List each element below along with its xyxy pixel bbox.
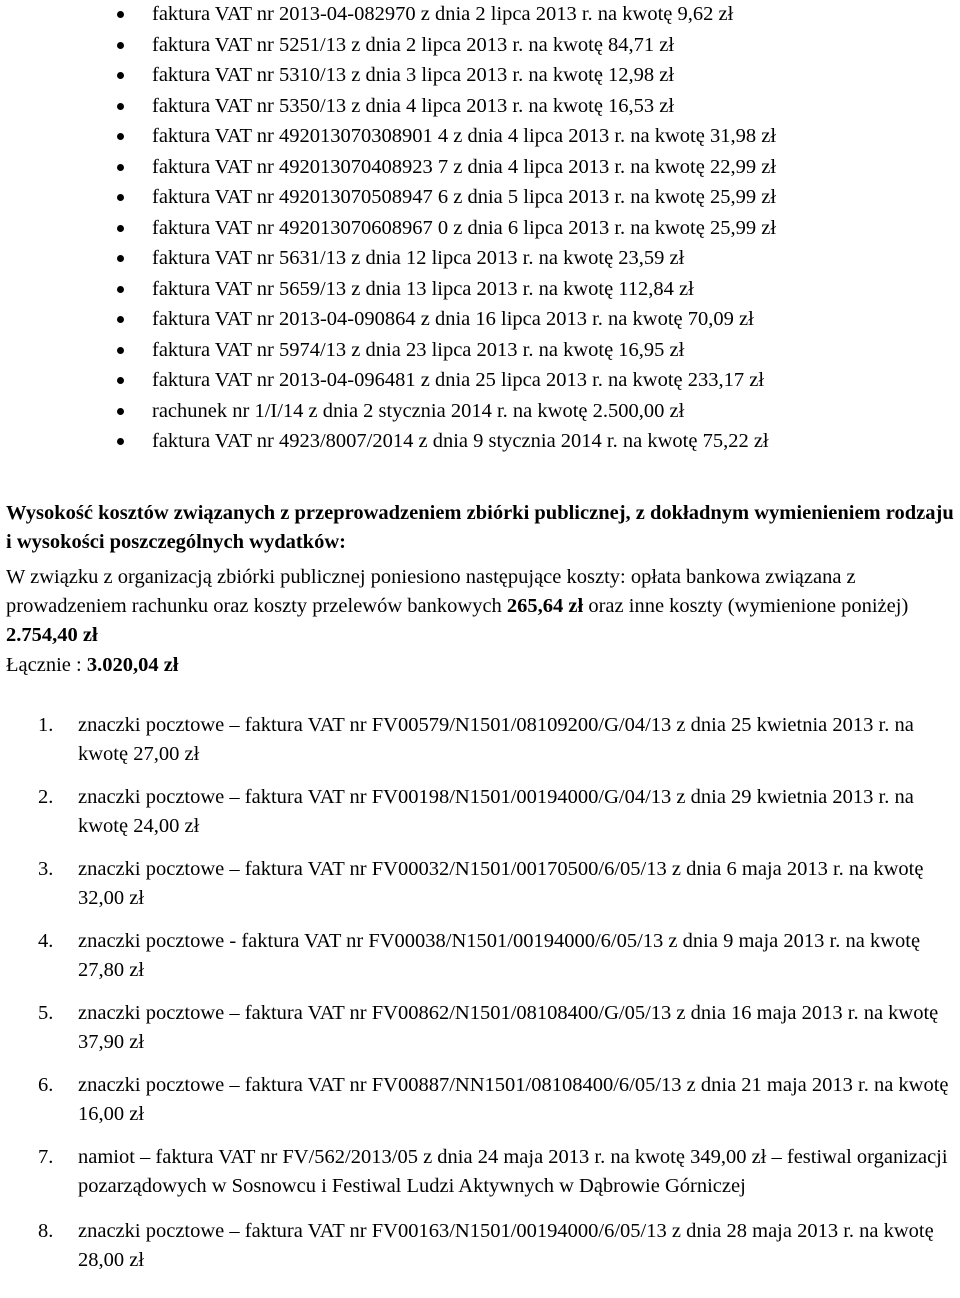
invoice-item: faktura VAT nr 492013070408923 7 z dnia 4 lipca 2013 r. na kwotę 22,99 zł bbox=[0, 153, 960, 184]
invoice-item: faktura VAT nr 5659/13 z dnia 13 lipca 2013 r. na kwotę 112,84 zł bbox=[0, 275, 960, 306]
cost-summary-paragraph: W związku z organizacją zbiórki publicznej poniesiono następujące koszty: opłata bankowa związana z prowadzeniem rachunku oraz koszty przelewów bankowych 265,64 zł oraz inne koszty (wymienione poniżej) 2.754,40 zł bbox=[6, 566, 909, 646]
invoice-item: faktura VAT nr 5251/13 z dnia 2 lipca 2013 r. na kwotę 84,71 zł bbox=[0, 31, 960, 62]
cost-item: 8. znaczki pocztowe – faktura VAT nr FV00163/N1501/00194000/6/05/13 z dnia 28 maja 2013 r. na kwotę 28,00 zł bbox=[0, 1217, 960, 1275]
bullet-icon bbox=[117, 103, 124, 110]
total-amount: 3.020,04 zł bbox=[86, 654, 179, 676]
cost-item: 5. znaczki pocztowe – faktura VAT nr FV00862/N1501/08108400/G/05/13 z dnia 16 maja 2013 r. na kwotę 37,90 zł bbox=[0, 999, 960, 1057]
bullet-icon bbox=[117, 438, 124, 445]
bullet-icon bbox=[117, 42, 124, 49]
invoice-item: faktura VAT nr 2013-04-082970 z dnia 2 lipca 2013 r. na kwotę 9,62 zł bbox=[0, 0, 960, 31]
bullet-icon bbox=[117, 194, 124, 201]
invoice-bullet-list bbox=[0, 0, 960, 458]
invoice-item: faktura VAT nr 2013-04-096481 z dnia 25 lipca 2013 r. na kwotę 233,17 zł bbox=[0, 366, 960, 397]
bullet-icon bbox=[117, 408, 124, 415]
total-label: Łącznie : bbox=[6, 654, 87, 676]
item-number: 6. bbox=[38, 1074, 54, 1096]
item-number: 5. bbox=[38, 1002, 54, 1024]
invoice-item: faktura VAT nr 5974/13 z dnia 23 lipca 2013 r. na kwotę 16,95 zł bbox=[0, 336, 960, 367]
cost-item: 1. znaczki pocztowe – faktura VAT nr FV00579/N1501/08109200/G/04/13 z dnia 25 kwietnia 2013 r. na kwotę 27,00 zł bbox=[0, 711, 960, 769]
invoice-item: faktura VAT nr 492013070508947 6 z dnia 5 lipca 2013 r. na kwotę 25,99 zł bbox=[0, 183, 960, 214]
invoice-item: faktura VAT nr 5350/13 z dnia 4 lipca 2013 r. na kwotę 16,53 zł bbox=[0, 92, 960, 123]
item-number: 7. bbox=[38, 1146, 54, 1168]
cost-item: 3. znaczki pocztowe – faktura VAT nr FV00032/N1501/00170500/6/05/13 z dnia 6 maja 2013 r. na kwotę 32,00 zł bbox=[0, 855, 960, 913]
item-number: 3. bbox=[38, 858, 54, 880]
cost-numbered-list bbox=[0, 711, 960, 1289]
bullet-icon bbox=[117, 316, 124, 323]
bullet-icon bbox=[117, 225, 124, 232]
cost-item: 6. znaczki pocztowe – faktura VAT nr FV00887/NN1501/08108400/6/05/13 z dnia 21 maja 2013 r. na kwotę 16,00 zł bbox=[0, 1071, 960, 1129]
bullet-icon bbox=[117, 164, 124, 171]
invoice-item: faktura VAT nr 4923/8007/2014 z dnia 9 stycznia 2014 r. na kwotę 75,22 zł bbox=[0, 427, 960, 458]
cost-item: 4. znaczki pocztowe - faktura VAT nr FV00038/N1501/00194000/6/05/13 z dnia 9 maja 2013 r. na kwotę 27,80 zł bbox=[0, 927, 960, 985]
invoice-item: faktura VAT nr 2013-04-090864 z dnia 16 lipca 2013 r. na kwotę 70,09 zł bbox=[0, 305, 960, 336]
item-number: 2. bbox=[38, 786, 54, 808]
bullet-icon bbox=[117, 11, 124, 18]
bullet-icon bbox=[117, 377, 124, 384]
cost-item: 7. namiot – faktura VAT nr FV/562/2013/05 z dnia 24 maja 2013 r. na kwotę 349,00 zł – festiwal organizacji pozarządowych w Sosnowcu i Festiwal Ludzi Aktywnych w Dąbrowie Górniczej bbox=[0, 1143, 960, 1201]
other-costs-amount: 2.754,40 zł bbox=[6, 624, 98, 646]
item-number: 4. bbox=[38, 930, 54, 952]
bullet-icon bbox=[117, 347, 124, 354]
bank-fees-amount: 265,64 zł bbox=[506, 595, 584, 617]
invoice-item: faktura VAT nr 492013070308901 4 z dnia 4 lipca 2013 r. na kwotę 31,98 zł bbox=[0, 122, 960, 153]
section-heading: Wysokość kosztów związanych z przeprowadzeniem zbiórki publicznej, z dokładnym wymienieniem rodzaju i wysokości poszczególnych wydatków: bbox=[6, 502, 954, 553]
bullet-icon bbox=[117, 133, 124, 140]
invoice-item: faktura VAT nr 492013070608967 0 z dnia 6 lipca 2013 r. na kwotę 25,99 zł bbox=[0, 214, 960, 245]
invoice-item: faktura VAT nr 5631/13 z dnia 12 lipca 2013 r. na kwotę 23,59 zł bbox=[0, 244, 960, 275]
invoice-item: rachunek nr 1/I/14 z dnia 2 stycznia 2014 r. na kwotę 2.500,00 zł bbox=[0, 397, 960, 428]
bullet-icon bbox=[117, 72, 124, 79]
item-number: 8. bbox=[38, 1220, 54, 1242]
cost-item: 2. znaczki pocztowe – faktura VAT nr FV00198/N1501/00194000/G/04/13 z dnia 29 kwietnia 2013 r. na kwotę 24,00 zł bbox=[0, 783, 960, 841]
invoice-item: faktura VAT nr 5310/13 z dnia 3 lipca 2013 r. na kwotę 12,98 zł bbox=[0, 61, 960, 92]
total-line bbox=[6, 651, 178, 680]
item-number: 1. bbox=[38, 714, 54, 736]
bullet-icon bbox=[117, 255, 124, 262]
bullet-icon bbox=[117, 286, 124, 293]
